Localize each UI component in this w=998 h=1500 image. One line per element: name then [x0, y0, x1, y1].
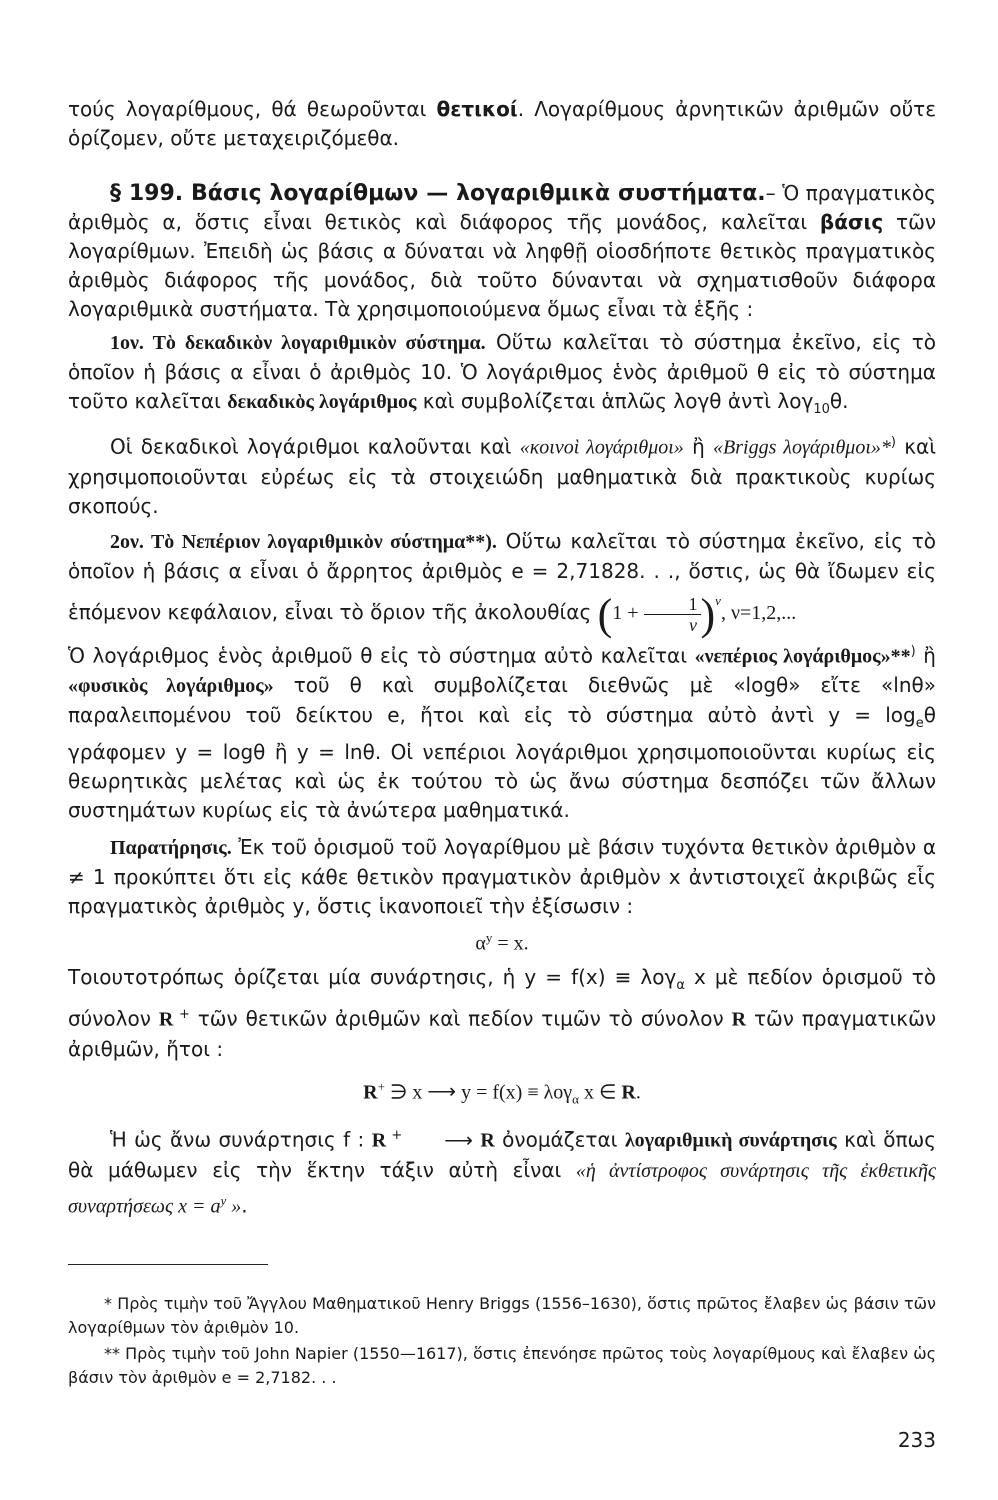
text-span: τῶν λογαρίθμων. Ἐπειδὴ ὡς βάσις α δύναται νὰ ληφθῇ οἱοσδήποτε θετικὸς πραγματικὸς ἀριθμὸς διάφορος τῆς μονάδος, διὰ τοῦτο δύνανται νὰ σχηματισθοῦν διάφορα λογαριθμικὰ συστήματα. Τὰ χρησιμοποιούμενα ὅμως εἶναι τὰ ἑξῆς : [68, 210, 936, 321]
equation-mapping [68, 1072, 936, 1114]
footnotes [68, 1292, 936, 1390]
text-span: Οἱ δεκαδικοὶ λογάριθμοι καλοῦνται καὶ [110, 434, 520, 459]
text-span: ἢ [915, 643, 936, 668]
text-span: καὶ ὅπως θὰ μάθωμεν εἰς τὴν ἕκτην τάξιν αὐτὴ εἶναι [68, 1127, 937, 1182]
formula-text: ∋ x [384, 1081, 428, 1104]
text-span: Ἡ ὡς ἄνω συνάρτησις f : [110, 1127, 372, 1152]
subscript: α [572, 1091, 579, 1107]
text-span: Τοιουτοτρόπως ὁρίζεται μία συνάρτησις, ἡ y = f(x) ≡ λογ [68, 964, 677, 989]
right-paren: ) [700, 589, 716, 639]
italic-term: «Briggs λογάριθμοι»* [713, 436, 891, 459]
paragraph-section-199 [68, 179, 936, 324]
text-span: τοῦ θ καὶ συμβολίζεται διεθνῶς μὲ «logθ» εἴτε «lnθ» παραλειπομένου τοῦ δείκτου e, ἤτοι καὶ εἰς τὸ σύστημα αὐτὸ ἀντὶ y = log [68, 673, 936, 728]
formula-text: = x. [492, 932, 529, 955]
set-symbol: R [731, 1008, 747, 1031]
text-span: Ὁ λογάριθμος ἑνὸς ἀριθμοῦ θ εἰς τὸ σύστημα αὐτὸ καλεῖται [68, 643, 695, 668]
text-span: Οὕτω καλεῖται τὸ σύστημα ἐκεῖνο, εἰς τὸ ὁποῖον ἡ βάσις α εἶναι ὁ ἀριθμὸς 10. Ὁ λογάριθμος ἑνὸς ἀριθμοῦ θ εἰς τὸ σύστημα τοῦτο καλεῖται [68, 330, 936, 413]
subsection-heading: 1ον. Τὸ δεκαδικὸν λογαριθμικὸν σύστημα. [110, 332, 486, 354]
footnote-mark: ) [910, 643, 916, 659]
subsection-heading: 2ον. Τὸ Νεπέριον λογαριθμικὸν σύστημα**). [110, 530, 497, 553]
equation-exponential [68, 923, 936, 959]
formula-text: . [635, 1081, 641, 1104]
paragraph-function-definition [68, 963, 936, 1064]
paragraph-common-logs [68, 428, 936, 521]
text-span: – Ὁ πραγματικὸς ἀριθμὸς α, ὅστις εἶναι θετικὸς καὶ διάφορος τῆς μονάδος, καλεῖται [68, 181, 936, 234]
footnote-divider [68, 1264, 268, 1265]
paragraph-napier-system [68, 527, 936, 639]
formula-text: α [475, 932, 486, 955]
text-span: ὀνομάζεται [494, 1127, 625, 1152]
text-span: ἢ [683, 434, 714, 459]
superscript: + [386, 1128, 403, 1144]
bold-term: βάσις [819, 210, 884, 234]
text-span: . [241, 1193, 248, 1218]
subscript: e [915, 716, 924, 732]
subscript: 10 [813, 402, 830, 417]
italic-term: «ἡ ἀντίστροφος συνάρτησις τῆς ἐκθετικῆς συναρτήσεως x = a [68, 1159, 937, 1218]
formula-text: y = f(x) ≡ λογ [456, 1081, 573, 1104]
text-span: τῶν πραγματικῶν ἀριθμῶν, ἤτοι : [68, 1006, 937, 1061]
italic-term: «κοινοὶ λογάριθμοι» [519, 436, 684, 459]
text-span: x μὲ πεδίον ὁρισμοῦ τὸ σύνολον [68, 964, 936, 1031]
text-span: τούς λογαρίθμους, θά θεωροῦνται [68, 97, 437, 121]
text-span: θ. [829, 389, 849, 413]
set-symbol: R [158, 1008, 174, 1031]
footnote-briggs: * Πρὸς τιμὴν τοῦ Ἄγγλου Μαθηματικοῦ Henry Briggs (1556–1630), ὅστις πρῶτος ἔλαβεν ὡς βάσιν τῶν λογαρίθμων τὸν ἀριθμὸν 10. [68, 1294, 936, 1337]
paragraph-log-function [68, 1121, 936, 1221]
bold-term: δεκαδικὸς λογάριθμος [227, 391, 417, 413]
fraction [644, 594, 701, 635]
fraction-numerator: 1 [644, 594, 701, 615]
arrow-icon: ⟶ [444, 1129, 473, 1152]
text-span: καὶ χρησιμοποιοῦνται εὐρέως εἰς τὰ στοιχειώδη μαθηματικὰ διὰ πρακτικοὺς κυρίως σκοπούς. [68, 434, 936, 518]
text-span: θ γράφομεν y = logθ ἢ y = lnθ. Οἱ νεπέριοι λογάριθμοι χρησιμοποιοῦνται κυρίως εἰς θεωρητικὰς μελέτας καὶ ὡς ἐκ τούτου τὸ ὡς ἄνω σύστημα δεσπόζει τῶν ἄλλων συστημάτων κυρίως εἰς τὰ ἀνώτερα μαθηματικά. [68, 703, 936, 823]
exponent: y [485, 930, 493, 946]
formula-text: 1 + [612, 601, 639, 624]
set-symbol: R [363, 1081, 378, 1104]
text-span: . Λογαρίθμους ἀρνητικῶν ἀριθμῶν οὔτε ὁρίζομεν, οὔτε μεταχειριζόμεθα. [68, 97, 936, 150]
text-span: καὶ συμβολίζεται ἁπλῶς λογθ ἀντὶ λογ [416, 389, 814, 413]
set-symbol: R [371, 1129, 387, 1152]
section-title: § 199. Βάσις λογαρίθμων — λογαριθμικὰ συστήματα. [110, 181, 766, 206]
bold-term: θετικοί [436, 97, 518, 121]
superscript: + [377, 1078, 385, 1094]
subscript: α [676, 977, 685, 993]
body-text [68, 95, 936, 1222]
left-paren: ( [597, 589, 613, 639]
set-symbol: R [621, 1081, 636, 1104]
bold-term: λογαριθμικὴ συνάρτησις [624, 1129, 837, 1152]
exponent: ν [715, 592, 721, 608]
set-symbol: R [480, 1129, 495, 1152]
italic-term: » [226, 1195, 242, 1218]
bold-term: «νεπέριος λογάριθμος»** [694, 645, 911, 668]
formula-text: , ν=1,2,... [720, 601, 797, 624]
footnote-napier: ** Πρὸς τιμὴν τοῦ John Napier (1550—1617), ὅστις ἐπενόησε πρῶτος τοὺς λογαρίθμους καὶ ἔλαβεν ὡς βάσιν τὸν ἀριθμὸν e = 2,7182. . . [68, 1344, 936, 1387]
arrow-icon: ⟶ [427, 1081, 457, 1104]
footnote-mark: ) [890, 435, 896, 450]
paragraph-decimal-system [68, 328, 936, 424]
paragraph-natural-log [68, 637, 936, 826]
exponent: y [220, 1192, 227, 1208]
formula-text: x ∈ [578, 1081, 622, 1104]
page-number: 233 [897, 1428, 936, 1452]
superscript: + [173, 1006, 190, 1022]
sequence-formula [597, 589, 797, 639]
text-span: Ἐκ τοῦ ὁρισμοῦ τοῦ λογαρίθμου μὲ βάσιν τυχόντα θετικὸν ἀριθμὸν α ≠ 1 προκύπτει ὅτι εἰς κάθε θετικὸν πραγματικὸν ἀριθμὸν x ἀντιστοιχεῖ ἀκριβῶς εἷς πραγματικὸς ἀριθμὸς y, ὅστις ἱκανοποιεῖ τὴν ἐξίσωσιν : [68, 835, 936, 919]
paragraph-intro [68, 95, 936, 153]
bold-term: «φυσικὸς λογάριθμος» [68, 675, 274, 698]
fraction-denominator: ν [689, 614, 697, 635]
remark-heading: Παρατήρησις. [110, 837, 232, 860]
text-span: Οὕτω καλεῖται τὸ σύστημα ἐκεῖνο, εἰς τὸ ὁποῖον ἡ βάσις α εἶναι ὁ ἄρρητος ἀριθμὸς e = 2,71828. . ., ὅστις, ὡς θὰ ἴδωμεν εἰς ἑπόμενον κεφάλαιον, εἶναι τὸ ὅριον τῆς ἀκολουθίας [68, 528, 936, 624]
text-span: τῶν θετικῶν ἀριθμῶν καὶ πεδίον τιμῶν τὸ σύνολον [189, 1006, 732, 1031]
paragraph-remark [68, 833, 936, 921]
